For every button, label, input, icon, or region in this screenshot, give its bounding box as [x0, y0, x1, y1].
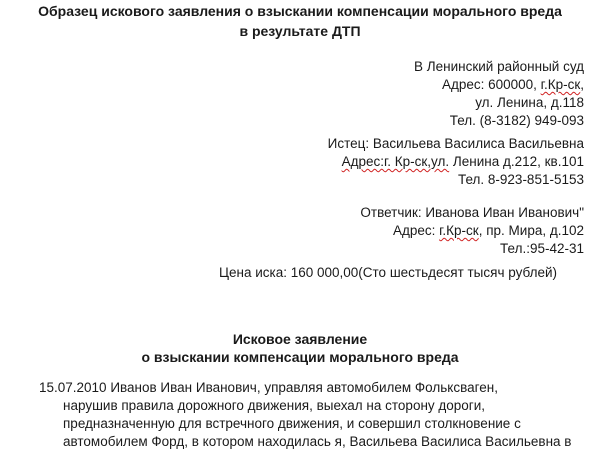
- court-address-city: г.Кр-ск: [540, 77, 581, 92]
- body-line-4: автомобилем Форд, в котором находилась я, Васильева Василиса Васильевна в: [63, 434, 572, 449]
- defendant-address-city: г.Кр-ск: [439, 223, 479, 238]
- statement-title: Исковое заявление: [232, 331, 368, 347]
- plaintiff-address: [328, 153, 584, 171]
- defendant-address-suffix: , пр. Мира, д.102: [478, 223, 584, 238]
- statement-heading: [0, 330, 600, 366]
- body-line-3: предназначенную для встречного движения, и совершил столкновение с: [63, 416, 521, 431]
- court-address-suffix: ,: [580, 77, 584, 92]
- defendant-block: [360, 204, 584, 258]
- defendant-name: Ответчик: Иванова Иван Иванович": [360, 205, 584, 220]
- claim-price: Цена иска: 160 000,00(Сто шестьдесят тысяч рублей): [219, 265, 558, 280]
- court-street: ул. Ленина, д.118: [475, 95, 584, 110]
- body-line-1: 15.07.2010 Иванов Иван Иванович, управляя автомобилем Фольксваген,: [39, 380, 498, 395]
- statement-subtitle: о взыскании компенсации морального вреда: [141, 349, 459, 365]
- plaintiff-address-rest: Ленина д.212, кв.101: [449, 154, 584, 169]
- defendant-phone: Тел.:95-42-31: [500, 241, 584, 256]
- plaintiff-phone: Тел. 8-923-851-5153: [457, 172, 584, 187]
- title-line-1: Образец искового заявления о взыскании компенсации морального вреда: [38, 3, 562, 19]
- body-line-2: нарушив правила дорожного движения, выехал на сторону дороги,: [63, 398, 486, 413]
- court-phone: Тел. (8-3182) 949-093: [449, 113, 584, 128]
- document-title: [0, 0, 600, 40]
- court-address: [414, 76, 584, 94]
- plaintiff-address-label: Адрес:г. Кр-ск,ул.: [341, 154, 450, 169]
- defendant-address-prefix: Адрес:: [393, 223, 440, 238]
- plaintiff-block: [328, 135, 584, 189]
- defendant-address: [360, 222, 584, 240]
- court-address-prefix: Адрес: 600000,: [441, 77, 541, 92]
- court-block: [414, 58, 584, 130]
- statement-body: [39, 379, 583, 451]
- court-name: В Ленинский районный суд: [414, 59, 584, 74]
- title-line-2: в результате ДТП: [239, 23, 361, 39]
- plaintiff-name: Истец: Васильева Василиса Васильевна: [327, 136, 584, 151]
